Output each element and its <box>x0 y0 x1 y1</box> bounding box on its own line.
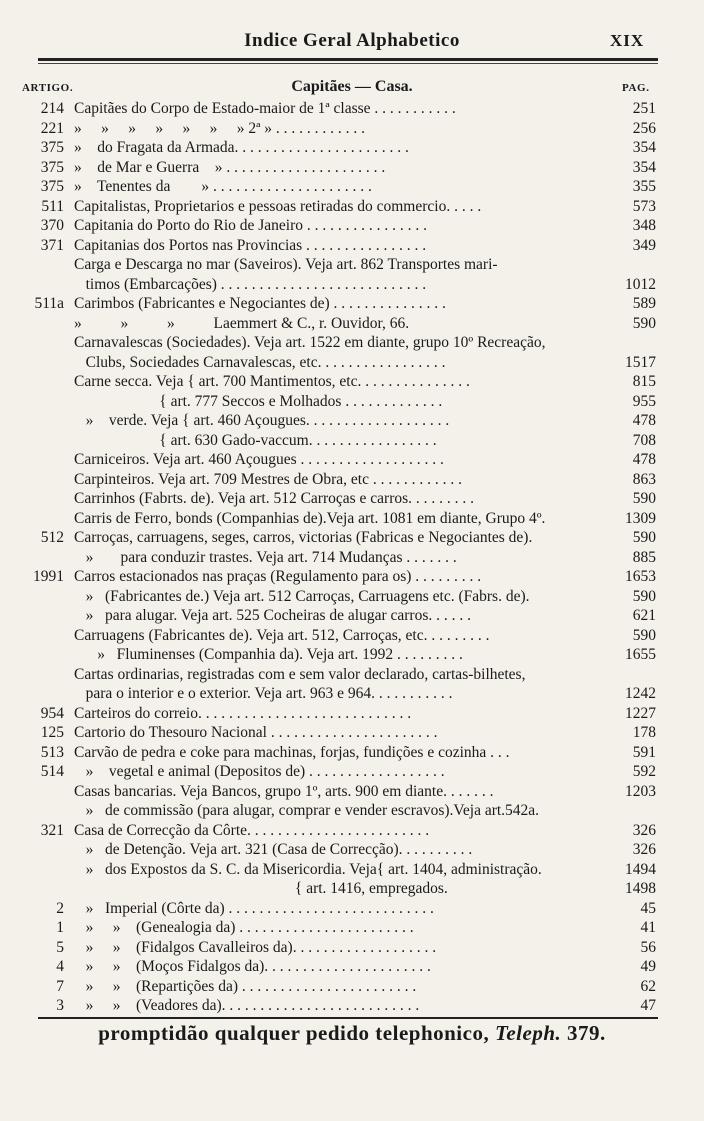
entry-text: » verde. Veja { art. 460 Açougues. . . . . . . . . . . . . . . . . . . <box>74 412 450 429</box>
entry-page-number: 326 <box>632 821 656 839</box>
entry-article-number: 4 <box>56 958 64 975</box>
entry-article-number: 5 <box>56 938 64 956</box>
entry-text: » » (Repartições da) . . . . . . . . . . . . . . . . . . . . . . . <box>74 977 417 995</box>
entry-text: » para conduzir trastes. Veja art. 714 Mudanças . . . . . . . <box>74 548 457 566</box>
entry-text: Carros estacionados nas praças (Regulamento para os) . . . . . . . . . <box>74 568 482 585</box>
entry-page-number: 1655 <box>625 646 656 663</box>
entry-text: Capitania do Porto do Rio de Janeiro . . . . . . . . . . . . . . . . <box>74 217 428 234</box>
entry-page-number: 256 <box>632 119 656 137</box>
section-title: Capitães — Casa. <box>291 78 413 95</box>
entry-article-number: 511 <box>41 197 64 215</box>
page-number: XIX <box>610 31 645 50</box>
entry-text: { art. 630 Gado-vaccum. . . . . . . . . . . . . . . . . <box>74 431 437 449</box>
index-entry <box>0 938 704 958</box>
entry-page-number: 1012 <box>625 275 656 293</box>
entry-text: timos (Embarcações) . . . . . . . . . . . . . . . . . . . . . . . . . . . <box>74 275 427 293</box>
index-entry <box>0 801 704 821</box>
entry-article-number: 1 <box>56 919 64 936</box>
entry-text: » » » Laemmert & C., r. Ouvidor, 66. <box>74 314 410 332</box>
index-entry <box>0 840 704 860</box>
index-entry <box>0 899 704 919</box>
entry-article-number: 511a <box>34 295 64 312</box>
index-entry <box>0 684 704 704</box>
footer-text: promptidão qualquer pedido telephonico, <box>98 1021 490 1045</box>
entry-text: Carga e Descarga no mar (Saveiros). Veja art. 862 Transportes mari- <box>74 256 498 273</box>
index-entry <box>0 99 704 119</box>
index-entry <box>0 665 704 685</box>
entry-page-number: 41 <box>640 919 656 936</box>
index-entry <box>0 450 704 470</box>
entry-page-number: 591 <box>632 743 656 761</box>
index-entry <box>0 158 704 178</box>
entry-text: » Tenentes da » . . . . . . . . . . . . . . . . . . . . . <box>74 178 372 195</box>
entry-article-number: 221 <box>40 119 64 137</box>
entry-text: Casa de Correcção da Côrte. . . . . . . . . . . . . . . . . . . . . . . . <box>74 821 430 839</box>
entry-text: Carruagens (Fabricantes de). Veja art. 512, Carroças, etc. . . . . . . . . <box>74 626 490 644</box>
index-entry <box>0 567 704 587</box>
entry-article-number: 321 <box>40 821 64 839</box>
footer-italic: Teleph. <box>494 1021 562 1045</box>
index-entry <box>0 216 704 236</box>
entry-page-number: 621 <box>632 607 656 624</box>
entry-article-number: 513 <box>40 743 64 761</box>
entry-text: Carne secca. Veja { art. 700 Mantimentos, etc. . . . . . . . . . . . . . . <box>74 373 470 390</box>
entry-page-number: 1653 <box>625 568 656 585</box>
entry-article-number: 375 <box>40 178 64 195</box>
entry-page-number: 590 <box>632 314 656 332</box>
entry-page-number: 955 <box>632 392 656 410</box>
index-entry <box>0 333 704 353</box>
entry-page-number: 478 <box>632 412 656 429</box>
entry-text: Carteiros do correio. . . . . . . . . . . . . . . . . . . . . . . . . . . . <box>74 704 412 722</box>
index-entry <box>0 645 704 665</box>
index-entry <box>0 411 704 431</box>
index-entry <box>0 957 704 977</box>
entry-text: » de Detenção. Veja art. 321 (Casa de Correcção). . . . . . . . . . <box>74 841 473 858</box>
bottom-rule <box>38 1017 658 1019</box>
entry-text: » Imperial (Côrte da) . . . . . . . . . . . . . . . . . . . . . . . . . . . <box>74 899 434 917</box>
entry-page-number: 348 <box>632 217 656 234</box>
entry-article-number: 375 <box>40 158 64 176</box>
index-entries <box>0 99 704 1016</box>
entry-text: Carimbos (Fabricantes e Negociantes de) . . . . . . . . . . . . . . . <box>74 295 446 312</box>
index-entry <box>0 255 704 275</box>
entry-page-number: 590 <box>632 626 656 644</box>
entry-text: » Fluminenses (Companhia da). Veja art. 1992 . . . . . . . . . <box>74 646 463 663</box>
entry-page-number: 251 <box>632 100 656 117</box>
index-entry <box>0 548 704 568</box>
index-entry <box>0 762 704 782</box>
entry-page-number: 590 <box>632 529 656 546</box>
entry-article-number: 371 <box>40 236 64 254</box>
entry-page-number: 815 <box>632 373 656 390</box>
entry-page-number: 354 <box>632 158 656 176</box>
column-header-artigo: ARTIGO. <box>22 82 74 94</box>
entry-page-number: 592 <box>632 763 656 780</box>
footer-number: 379. <box>567 1021 606 1045</box>
index-entry <box>0 743 704 763</box>
entry-text: » para alugar. Veja art. 525 Cocheiras de alugar carros. . . . . . <box>74 607 471 624</box>
index-entry <box>0 782 704 802</box>
entry-page-number: 47 <box>640 997 656 1014</box>
entry-page-number: 49 <box>640 958 656 975</box>
entry-page-number: 1517 <box>625 353 656 371</box>
entry-text: » de Mar e Guerra » . . . . . . . . . . . . . . . . . . . . . <box>74 158 386 176</box>
index-entry <box>0 197 704 217</box>
entry-page-number: 326 <box>632 841 656 858</box>
index-entry <box>0 275 704 295</box>
entry-text: Capitães do Corpo de Estado-maior de 1ª classe . . . . . . . . . . . <box>74 100 456 117</box>
entry-page-number: 1227 <box>625 704 656 722</box>
entry-page-number: 56 <box>640 938 656 956</box>
entry-text: { art. 1416, empregados. <box>74 880 448 897</box>
entry-text: Carrinhos (Fabrts. de). Veja art. 512 Carroças e carros. . . . . . . . . <box>74 490 475 507</box>
entry-page-number: 355 <box>632 178 656 195</box>
entry-text: Cartas ordinarias, registradas com e sem valor declarado, cartas-bilhetes, <box>74 665 526 683</box>
entry-text: Capitanias dos Portos nas Provincias . . . . . . . . . . . . . . . . <box>74 236 427 254</box>
top-rule <box>38 58 658 61</box>
index-entry <box>0 372 704 392</box>
entry-text: Capitalistas, Proprietarios e pessoas retiradas do commercio. . . . . <box>74 197 482 215</box>
index-entry <box>0 996 704 1016</box>
entry-page-number: 349 <box>632 236 656 254</box>
index-entry <box>0 294 704 314</box>
index-entry <box>0 879 704 899</box>
entry-text: » do Fragata da Armada. . . . . . . . . . . . . . . . . . . . . . . <box>74 139 409 156</box>
entry-page-number: 885 <box>632 548 656 566</box>
entry-text: » de commissão (para alugar, comprar e vender escravos).Veja art.542a. <box>74 802 540 819</box>
index-entry <box>0 470 704 490</box>
entry-text: Casas bancarias. Veja Bancos, grupo 1º, arts. 900 em diante. . . . . . . <box>74 782 494 800</box>
entry-page-number: 354 <box>632 139 656 156</box>
entry-text: Carnavalescas (Sociedades). Veja art. 1522 em diante, grupo 10º Recreação, <box>74 334 546 351</box>
index-entry <box>0 353 704 373</box>
index-entry <box>0 977 704 997</box>
entry-article-number: 3 <box>56 997 64 1014</box>
entry-text: » vegetal e animal (Depositos de) . . . . . . . . . . . . . . . . . . <box>74 763 445 780</box>
entry-page-number: 863 <box>632 470 656 488</box>
entry-text: » » (Genealogia da) . . . . . . . . . . . . . . . . . . . . . . . <box>74 919 414 936</box>
entry-text: para o interior e o exterior. Veja art. 963 e 964. . . . . . . . . . . <box>74 685 453 702</box>
index-entry <box>0 860 704 880</box>
entry-text: Carvão de pedra e coke para machinas, forjas, fundições e cozinha . . . <box>74 743 510 761</box>
entry-article-number: 1991 <box>33 568 64 585</box>
footer-advert <box>0 1021 704 1046</box>
entry-text: Carris de Ferro, bonds (Companhias de).Veja art. 1081 em diante, Grupo 4º. <box>74 509 546 527</box>
index-entry <box>0 587 704 607</box>
entry-article-number: 375 <box>40 139 64 156</box>
index-entry <box>0 119 704 139</box>
entry-page-number: 573 <box>632 197 656 215</box>
entry-article-number: 7 <box>56 977 64 995</box>
entry-text: Carroças, carruagens, seges, carros, victorias (Fabricas e Negociantes de). <box>74 529 533 546</box>
index-entry <box>0 704 704 724</box>
index-entry <box>0 821 704 841</box>
entry-text: » » (Fidalgos Cavalleiros da). . . . . . . . . . . . . . . . . . . <box>74 938 437 956</box>
entry-text: Cartorio do Thesouro Nacional . . . . . . . . . . . . . . . . . . . . . . <box>74 724 438 741</box>
index-entry <box>0 392 704 412</box>
column-header-pag: PAG. <box>622 82 650 94</box>
index-entry <box>0 236 704 256</box>
entry-page-number: 1203 <box>625 782 656 800</box>
entry-text: Carniceiros. Veja art. 460 Açougues . . . . . . . . . . . . . . . . . . . <box>74 451 444 468</box>
index-entry <box>0 489 704 509</box>
entry-article-number: 214 <box>40 100 64 117</box>
entry-page-number: 178 <box>632 724 656 741</box>
entry-page-number: 1498 <box>625 880 656 897</box>
entry-page-number: 62 <box>640 977 656 995</box>
index-entry <box>0 431 704 451</box>
entry-page-number: 1242 <box>625 685 656 702</box>
entry-page-number: 478 <box>632 451 656 468</box>
entry-page-number: 1494 <box>625 860 656 878</box>
entry-page-number: 45 <box>640 899 656 917</box>
entry-article-number: 2 <box>56 899 64 917</box>
entry-text: » » (Moços Fidalgos da). . . . . . . . . . . . . . . . . . . . . . <box>74 958 431 975</box>
entry-article-number: 514 <box>40 763 64 780</box>
entry-page-number: 589 <box>632 295 656 312</box>
entry-article-number: 512 <box>40 529 64 546</box>
entry-page-number: 708 <box>632 431 656 449</box>
index-entry <box>0 138 704 158</box>
entry-article-number: 125 <box>40 724 64 741</box>
entry-page-number: 590 <box>632 490 656 507</box>
entry-text: Clubs, Sociedades Carnavalescas, etc. . . . . . . . . . . . . . . . . <box>74 353 446 371</box>
page-title: Indice Geral Alphabetico <box>244 30 460 51</box>
entry-page-number: 590 <box>632 587 656 605</box>
entry-article-number: 954 <box>40 704 64 722</box>
index-entry <box>0 177 704 197</box>
index-entry <box>0 918 704 938</box>
top-rule-thin <box>38 63 658 64</box>
entry-text: » » » » » » » 2ª » . . . . . . . . . . . . <box>74 119 366 137</box>
index-entry <box>0 528 704 548</box>
entry-text: { art. 777 Seccos e Molhados . . . . . . . . . . . . . <box>74 392 443 410</box>
entry-article-number: 370 <box>40 217 64 234</box>
entry-text: » » (Veadores da). . . . . . . . . . . . . . . . . . . . . . . . . . <box>74 997 420 1014</box>
index-entry <box>0 626 704 646</box>
index-entry <box>0 723 704 743</box>
entry-text: Carpinteiros. Veja art. 709 Mestres de Obra, etc . . . . . . . . . . . . <box>74 470 462 488</box>
index-entry <box>0 606 704 626</box>
entry-page-number: 1309 <box>625 509 656 527</box>
index-entry <box>0 509 704 529</box>
entry-text: » (Fabricantes de.) Veja art. 512 Carroças, Carruagens etc. (Fabrs. de). <box>74 587 530 605</box>
entry-text: » dos Expostos da S. C. da Misericordia. Veja{ art. 1404, administração. <box>74 860 542 878</box>
index-entry <box>0 314 704 334</box>
